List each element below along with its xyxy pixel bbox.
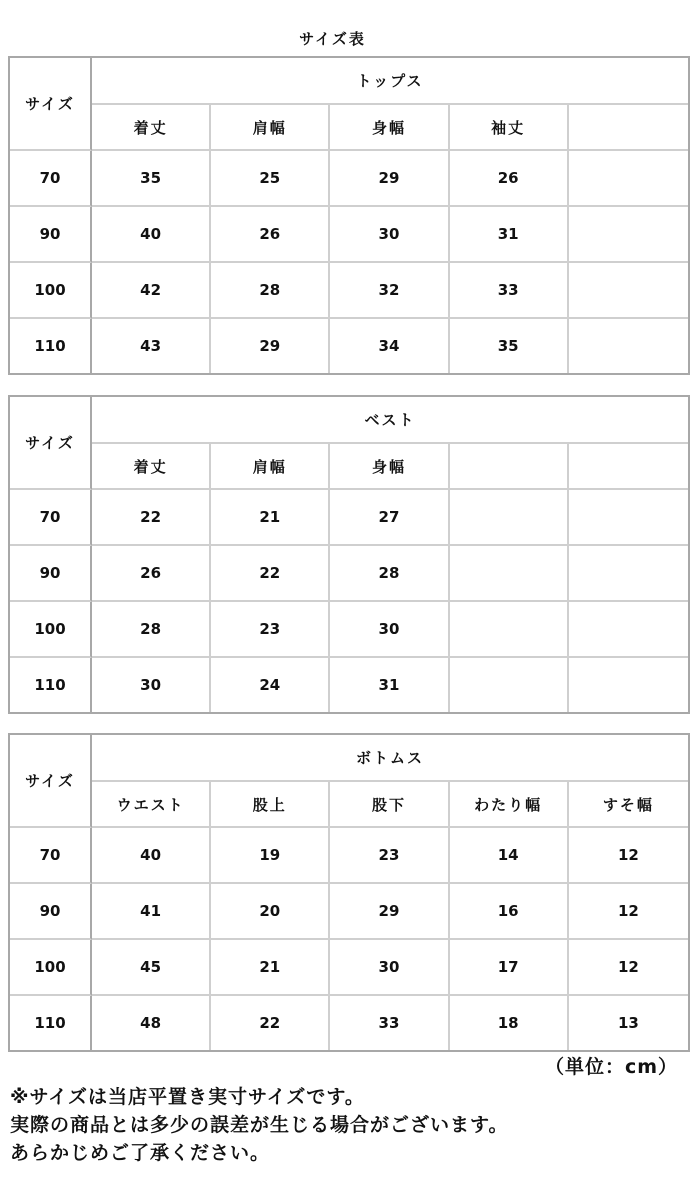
size-header: サイズ <box>10 58 92 151</box>
column-header: 身幅 <box>330 105 449 151</box>
value-cell: 12 <box>569 940 688 996</box>
column-header: 股下 <box>330 782 449 828</box>
value-cell: 12 <box>569 884 688 940</box>
value-cell: 42 <box>92 263 211 319</box>
table-row <box>10 319 688 373</box>
value-cell <box>450 602 569 658</box>
column-header: 着丈 <box>92 444 211 490</box>
column-header <box>569 105 688 151</box>
tops-size-table <box>8 56 690 375</box>
value-cell: 40 <box>92 207 211 263</box>
value-cell: 26 <box>92 546 211 602</box>
value-cell: 14 <box>450 828 569 884</box>
table-row <box>10 263 688 319</box>
table-row <box>10 940 688 996</box>
value-cell: 28 <box>330 546 449 602</box>
value-cell: 48 <box>92 996 211 1050</box>
column-header: 身幅 <box>330 444 449 490</box>
value-cell: 33 <box>450 263 569 319</box>
size-header: サイズ <box>10 397 92 490</box>
value-cell <box>569 490 688 546</box>
size-cell: 70 <box>10 828 92 884</box>
value-cell: 28 <box>92 602 211 658</box>
table-row <box>10 658 688 712</box>
value-cell: 22 <box>211 546 330 602</box>
value-cell: 31 <box>450 207 569 263</box>
size-cell: 90 <box>10 546 92 602</box>
value-cell <box>569 263 688 319</box>
value-cell: 40 <box>92 828 211 884</box>
table-row <box>10 151 688 207</box>
value-cell: 43 <box>92 319 211 373</box>
size-cell: 110 <box>10 996 92 1050</box>
table-row <box>10 828 688 884</box>
value-cell: 21 <box>211 940 330 996</box>
value-cell <box>450 658 569 712</box>
value-cell: 35 <box>92 151 211 207</box>
value-cell: 26 <box>211 207 330 263</box>
value-cell: 45 <box>92 940 211 996</box>
value-cell: 27 <box>330 490 449 546</box>
size-cell: 70 <box>10 490 92 546</box>
value-cell: 17 <box>450 940 569 996</box>
size-cell: 90 <box>10 207 92 263</box>
column-header: 着丈 <box>92 105 211 151</box>
size-header: サイズ <box>10 735 92 828</box>
value-cell: 28 <box>211 263 330 319</box>
value-cell: 34 <box>330 319 449 373</box>
value-cell: 13 <box>617 1014 639 1032</box>
value-cell: 31 <box>330 658 449 712</box>
value-cell: 12 <box>569 828 688 884</box>
bottoms-size-table <box>8 733 690 1052</box>
size-cell: 90 <box>10 884 92 940</box>
size-cell: 110 <box>10 658 92 712</box>
value-cell <box>569 658 688 712</box>
value-cell <box>569 546 688 602</box>
size-cell: 110 <box>10 319 92 373</box>
size-cell: 100 <box>10 940 92 996</box>
note-line: 実際の商品とは多少の誤差が生じる場合がございます。 <box>10 1114 509 1136</box>
value-cell: 23 <box>330 828 449 884</box>
value-cell <box>569 151 688 207</box>
value-cell: 41 <box>92 884 211 940</box>
column-header: すそ幅 <box>569 782 688 828</box>
value-cell <box>569 319 688 373</box>
table-row <box>10 602 688 658</box>
table-row <box>10 490 688 546</box>
column-header: 肩幅 <box>211 444 330 490</box>
size-cell: 70 <box>10 151 92 207</box>
unit-label: （単位：cm） <box>544 1056 678 1078</box>
column-header <box>569 444 688 490</box>
value-cell: 29 <box>330 884 449 940</box>
value-cell: 30 <box>330 940 449 996</box>
column-header: 肩幅 <box>211 105 330 151</box>
category-header: トップス <box>92 58 688 105</box>
value-cell: 22 <box>92 490 211 546</box>
value-cell: 20 <box>211 884 330 940</box>
table-row <box>10 207 688 263</box>
column-header: わたり幅 <box>450 782 569 828</box>
vest-size-table <box>8 395 690 714</box>
value-cell: 25 <box>211 151 330 207</box>
size-cell: 100 <box>10 263 92 319</box>
value-cell: 35 <box>450 319 569 373</box>
column-header <box>450 444 569 490</box>
value-cell: 30 <box>330 602 449 658</box>
value-cell: 16 <box>450 884 569 940</box>
table-row <box>10 884 688 940</box>
value-cell <box>569 602 688 658</box>
note-line: ※サイズは当店平置き実寸サイズです。 <box>10 1086 365 1108</box>
page-title: サイズ表 <box>299 30 366 48</box>
value-cell: 19 <box>211 828 330 884</box>
value-cell: 26 <box>450 151 569 207</box>
value-cell: 22 <box>211 996 330 1050</box>
note-line: あらかじめご了承ください。 <box>10 1142 271 1164</box>
value-cell: 29 <box>211 319 330 373</box>
value-cell: 30 <box>92 658 211 712</box>
column-header: 股上 <box>211 782 330 828</box>
value-cell: 33 <box>330 996 449 1050</box>
value-cell: 23 <box>211 602 330 658</box>
value-cell <box>450 490 569 546</box>
value-cell: 21 <box>211 490 330 546</box>
value-cell <box>569 207 688 263</box>
value-cell: 18 <box>450 996 569 1050</box>
table-row <box>10 546 688 602</box>
value-cell: 29 <box>330 151 449 207</box>
column-header: ウエスト <box>92 782 211 828</box>
column-header: 袖丈 <box>450 105 569 151</box>
value-cell <box>450 546 569 602</box>
category-header: ベスト <box>92 397 688 444</box>
value-cell: 24 <box>211 658 330 712</box>
table-row <box>10 996 688 1050</box>
category-header: ボトムス <box>92 735 688 782</box>
size-cell: 100 <box>10 602 92 658</box>
value-cell: 30 <box>330 207 449 263</box>
value-cell: 32 <box>330 263 449 319</box>
